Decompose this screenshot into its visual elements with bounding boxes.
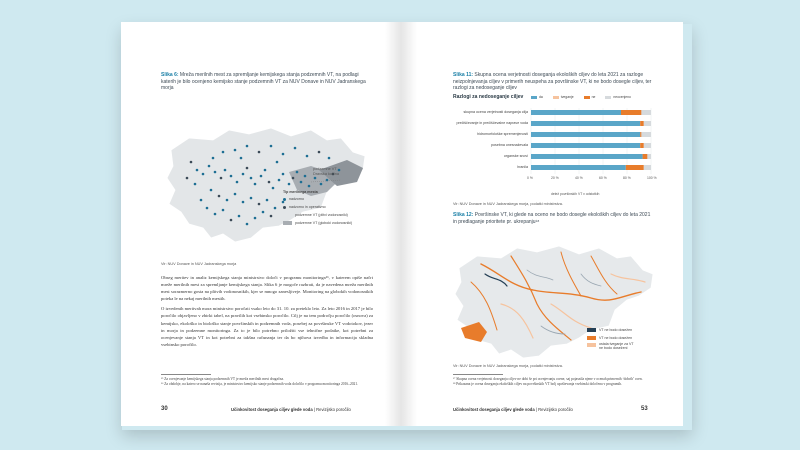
bar-segment-neocenjeno — [644, 121, 651, 126]
left-footnotes — [161, 377, 373, 387]
monitoring-point — [236, 181, 239, 184]
monitoring-point — [222, 209, 225, 212]
figure6-source: Vir: NUV Donave in NUV Jadranskega morja — [161, 262, 237, 266]
monitoring-point — [282, 153, 285, 156]
legend-item-plitvi: podzemne VT (plitvi vodonosniki) — [283, 211, 352, 219]
x-tick-label: 80 % — [623, 176, 631, 180]
figure12-caption — [453, 212, 653, 225]
bar-segment-ne — [640, 121, 644, 126]
bar-segment-ne — [640, 132, 641, 137]
legend-item: VT ne bodo dosežen — [587, 326, 637, 334]
figure12-source: Vir: NUV Donave in NUV Jadranskega morja, podatki ministrstva. — [453, 364, 563, 368]
monitoring-point — [212, 157, 215, 160]
monitoring-point — [258, 203, 261, 206]
monitoring-point — [282, 173, 285, 176]
monitoring-point — [292, 177, 295, 180]
monitoring-point — [230, 175, 233, 178]
bar-segment-ne — [621, 110, 641, 115]
figure12-label: Slika 12: — [453, 212, 474, 218]
monitoring-point — [318, 151, 321, 154]
bar-segment-da — [531, 143, 640, 148]
monitoring-point — [240, 157, 243, 160]
monitoring-point — [238, 215, 241, 218]
footnote: ¹⁸ Prikazana je ocena doseganja ekoloških ciljev na površinskih VT bolj upoštevanja vsebinski določena v programih. — [453, 382, 623, 386]
monitoring-point — [264, 169, 267, 172]
monitoring-point — [214, 213, 217, 216]
x-tick-label: 60 % — [599, 176, 607, 180]
monitoring-point — [246, 145, 249, 148]
footnote-rule — [161, 374, 211, 375]
monitoring-point — [272, 187, 275, 190]
left-page — [121, 22, 401, 426]
monitoring-point — [294, 147, 297, 150]
monitoring-point — [224, 169, 227, 172]
footer-title-right: Učinkovitost doseganja ciljev glede voda | Revizijsko poročilo — [453, 407, 573, 412]
bar-segment-ne — [640, 143, 644, 148]
monitoring-point — [242, 201, 245, 204]
monitoring-point — [214, 171, 217, 174]
paragraph: O izvedenih meritvah mora ministrstvo poročati vsako leto do 31. 10. za preteklo leto. Za leto 2016 in 2017 je bilo poročilo objavljeno v zbirki tabel, na pravilih kot vsebinsko poročilo. Cilj je na tem področju poročilo (osnova) za kemijsko, ekološko in biološko stanje površinskih in podzemnih voda, posebej za površinske VT vodotokov, jezer in morja in podzemne monitoringa. Za to je bilo potrebno priložiti vse tehnične podatke, kot potrebni za ocenjevanje stanja VT in kot potrebni za takšna računanja ter da bo njihova izvedba in informacija skladna vsebinsko poročilo. — [161, 306, 373, 347]
bar-category-label: organske snovi — [503, 153, 528, 158]
figure11-source: Vir: NUV Donave in NUV Jadranskega morja, podatki ministrstva. — [453, 202, 563, 206]
bar-category-label: posebna onesnaževala — [491, 142, 528, 147]
x-axis-label: delež površinskih VT v odstotkih — [551, 192, 600, 196]
bar-segment-da — [531, 165, 626, 170]
figure11-label: Slika 11: — [453, 72, 474, 78]
monitoring-point — [226, 199, 229, 202]
slovenia-monitoring-map — [151, 112, 381, 257]
monitoring-point — [300, 181, 303, 184]
bar-segment-ne — [643, 154, 648, 159]
figure6-legend-title: Tip merilnega mesta — [283, 190, 318, 194]
chart-legend-item: da — [531, 95, 543, 99]
bar-segment-neocenjeno — [641, 110, 651, 115]
monitoring-point — [306, 155, 309, 158]
footnote: ¹⁷ Skupna ocena verjetnosti doseganja ciljev ne dobi še pri ocenjevanju ocene, saj pojasnila njene v ocenah primernih ‘dobrih’ ocen. — [453, 377, 643, 381]
footer-title-left: Učinkovitost doseganja ciljev glede voda | Revizijsko poročilo — [231, 407, 351, 412]
bar-category-label: hranila — [517, 164, 528, 169]
monitoring-point — [210, 189, 213, 192]
bar-category-label: skupna ocena verjetnosti doseganja cilja — [463, 109, 528, 114]
bar-segment-neocenjeno — [647, 154, 651, 159]
x-tick-label: 0 % — [527, 176, 533, 180]
monitoring-point — [234, 149, 237, 152]
monitoring-point — [206, 207, 209, 210]
monitoring-point — [200, 199, 203, 202]
monitoring-point — [196, 169, 199, 172]
monitoring-point — [186, 177, 189, 180]
monitoring-point — [254, 183, 257, 186]
chart-legend-item: tveganje — [553, 95, 574, 99]
monitoring-point — [194, 183, 197, 186]
figure6-label: Slika 6: — [161, 72, 179, 78]
book-gutter — [385, 22, 417, 426]
bar-segment-da — [531, 110, 621, 115]
monitoring-point — [320, 183, 323, 186]
monitoring-point — [276, 161, 279, 164]
monitoring-point — [278, 179, 281, 182]
right-footnotes — [453, 377, 658, 387]
monitoring-point — [274, 207, 277, 210]
legend-item: ostala tveganje za VT ne bodo doseženi — [587, 342, 637, 351]
monitoring-point — [254, 217, 257, 220]
bar-segment-neocenjeno — [644, 165, 651, 170]
monitoring-point — [326, 179, 329, 182]
monitoring-point — [246, 167, 249, 170]
monitoring-point — [208, 165, 211, 168]
monitoring-point — [288, 183, 291, 186]
right-page — [401, 22, 683, 426]
monitoring-point — [304, 175, 307, 178]
chart-legend-item: ne — [584, 95, 596, 99]
monitoring-point — [262, 211, 265, 214]
legend-item-globoki: podzemne VT (globoki vodonosniki) — [283, 219, 352, 227]
bar-segment-neocenjeno — [641, 132, 651, 137]
bar-category-label: prečiščevanje in prečiščevalne naprave voda — [456, 120, 528, 125]
figure6-caption — [161, 72, 371, 92]
footnote: ¹⁶ Za obdobje, na katero se nanaša revizija, je ministrstvo kemijsko stanje podzemnih voda določilo v programu monitoringa 2016–2021. — [161, 382, 359, 386]
footnote: ¹⁵ Za ocenjevanje kemijskega stanja podzemnih VT je mreža merilnih mest drugačna. — [161, 377, 284, 381]
bar-segment-da — [531, 121, 640, 126]
monitoring-point — [218, 195, 221, 198]
monitoring-point — [234, 193, 237, 196]
page-number-right: 53 — [641, 406, 648, 412]
monitoring-point — [250, 177, 253, 180]
legend-item-operativno: nadzorno in operativno — [283, 203, 352, 211]
legend-item: VT ne bodo dosežen — [587, 334, 637, 342]
bar-category-label: hidromorfološke spremenjenosti — [477, 131, 528, 136]
monitoring-point — [250, 197, 253, 200]
paragraph: Obseg meritev in analiz kemijskega stanja ministrstvo določi v programu monitoringa¹⁶, v katerem opiše načrt mreže merilnih mest za spremljanje kemijskega stanja. Slika 6 je mogoče razbrati, da je navedena mreža merilnih mest sorazmerno gosta na plitvih vodonosnikih, kjer se mnogo zanesljiveje. Monitoring na globokih vodonosnikih poteka le na nekaj merilnih mestih. — [161, 275, 373, 302]
footnote-rule — [453, 374, 503, 375]
bar-segment-da — [531, 132, 640, 137]
chart-legend-item: neocenjeno — [605, 95, 631, 99]
reasons-bar-chart — [401, 22, 683, 222]
x-tick-label: 40 % — [575, 176, 583, 180]
bar-segment-da — [531, 154, 643, 159]
monitoring-point — [230, 219, 233, 222]
monitoring-point — [202, 173, 205, 176]
map-inset-label: podzemne VT Dravska kotlina — [313, 167, 339, 176]
monitoring-point — [268, 181, 271, 184]
monitoring-point — [190, 161, 193, 164]
monitoring-point — [266, 199, 269, 202]
monitoring-point — [270, 145, 273, 148]
left-body-text — [161, 274, 373, 351]
monitoring-point — [314, 177, 317, 180]
monitoring-point — [296, 171, 299, 174]
x-tick-label: 100 % — [647, 176, 657, 180]
bar-segment-ne — [626, 165, 644, 170]
figure12-legend — [587, 326, 637, 351]
monitoring-point — [308, 185, 311, 188]
monitoring-point — [222, 151, 225, 154]
chart-title: Razlogi za nedoseganje ciljev — [453, 94, 524, 100]
figure6-caption-text: Mreža merilnih mest za spremljanje kemijskega stanja podzemnih VT, na podlagi katerih je bilo ocenjeno kemijsko stanje podzemnih VT za NUV Donave in NUV Jadranskega morja — [161, 72, 366, 91]
monitoring-point — [260, 175, 263, 178]
monitoring-point — [270, 215, 273, 218]
monitoring-point — [220, 177, 223, 180]
monitoring-point — [328, 157, 331, 160]
page-number-left: 30 — [161, 406, 168, 412]
monitoring-point — [258, 151, 261, 154]
monitoring-point — [242, 173, 245, 176]
figure12-caption-text: Površinske VT, ki glede na oceno ne bodo dosegle ekoloških ciljev do leta 2021 in predlaganje prioritete pr. ukrepanju¹⁸ — [453, 212, 651, 225]
monitoring-point — [246, 223, 249, 226]
x-tick-label: 20 % — [551, 176, 559, 180]
legend-item-nadzorno: nadzorno — [283, 195, 352, 203]
figure6-legend — [283, 190, 352, 227]
figure11-caption-text: Skupna ocena verjetnosti doseganja ekoloških ciljev do leta 2021 za razloge neizpolnjevanja ciljev v primerih neuspeha za površinske VT, ki ne bodo dosegle ciljev, ter razlogi za nedoseganje ciljev — [453, 72, 652, 91]
bar-segment-neocenjeno — [644, 143, 651, 148]
